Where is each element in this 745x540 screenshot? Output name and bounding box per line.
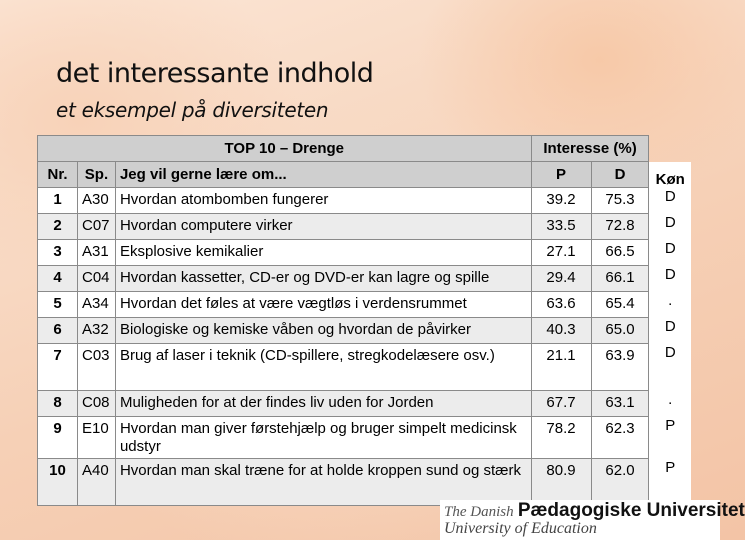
row-d: 65.4: [591, 292, 649, 318]
table-row: [38, 292, 692, 318]
row-topic: Muligheden for at der findes liv uden for Jorden: [115, 391, 531, 417]
interest-header: Interesse (%): [531, 136, 649, 162]
table-row: [38, 214, 692, 240]
row-nr: 7: [38, 344, 78, 391]
row-topic: Hvordan man giver førstehjælp og bruger simpelt medicinsk udstyr: [115, 417, 531, 459]
table-row: [38, 318, 692, 344]
row-kon: D: [649, 318, 691, 344]
row-sp: E10: [77, 417, 115, 459]
row-kon: .: [649, 292, 691, 318]
table-row: [38, 240, 692, 266]
row-p: 33.5: [531, 214, 591, 240]
table-row: [38, 417, 692, 459]
row-kon: D: [649, 214, 691, 240]
table-row: [38, 391, 692, 417]
row-nr: 1: [38, 188, 78, 214]
group-header: TOP 10 – Drenge: [38, 136, 532, 162]
row-kon: P: [649, 417, 691, 459]
row-topic: Hvordan computere virker: [115, 214, 531, 240]
row-d: 63.9: [591, 344, 649, 391]
slide-title: det interessante indhold: [56, 58, 374, 89]
row-p: 40.3: [531, 318, 591, 344]
table-row: [38, 459, 692, 506]
row-kon: D: [649, 266, 691, 292]
col-p: P: [531, 162, 591, 188]
top10-table-container: [37, 135, 691, 506]
row-d: 62.3: [591, 417, 649, 459]
row-topic: Brug af laser i teknik (CD-spillere, stregkodelæsere osv.): [115, 344, 531, 391]
row-sp: A40: [77, 459, 115, 506]
table-row: [38, 266, 692, 292]
row-kon: D: [649, 188, 691, 214]
row-sp: C03: [77, 344, 115, 391]
row-kon: D: [649, 240, 691, 266]
row-kon: .: [649, 391, 691, 417]
col-nr: Nr.: [38, 162, 78, 188]
row-p: 80.9: [531, 459, 591, 506]
row-sp: A31: [77, 240, 115, 266]
row-d: 66.5: [591, 240, 649, 266]
col-topic: Jeg vil gerne lære om...: [115, 162, 531, 188]
row-d: 63.1: [591, 391, 649, 417]
university-logo: [440, 500, 745, 540]
row-topic: Hvordan atombomben fungerer: [115, 188, 531, 214]
row-p: 67.7: [531, 391, 591, 417]
row-nr: 10: [38, 459, 78, 506]
row-sp: A34: [77, 292, 115, 318]
row-p: 27.1: [531, 240, 591, 266]
row-nr: 8: [38, 391, 78, 417]
row-p: 63.6: [531, 292, 591, 318]
table-row: [38, 344, 692, 391]
top10-table: [37, 135, 691, 506]
table-row: [38, 188, 692, 214]
row-d: 62.0: [591, 459, 649, 506]
row-kon: D: [649, 344, 691, 391]
row-topic: Hvordan kassetter, CD-er og DVD-er kan lagre og spille: [115, 266, 531, 292]
row-nr: 6: [38, 318, 78, 344]
row-p: 21.1: [531, 344, 591, 391]
row-d: 75.3: [591, 188, 649, 214]
col-d: D: [591, 162, 649, 188]
row-topic: Hvordan man skal træne for at holde kroppen sund og stærk: [115, 459, 531, 506]
row-d: 65.0: [591, 318, 649, 344]
row-nr: 9: [38, 417, 78, 459]
row-nr: 2: [38, 214, 78, 240]
row-topic: Hvordan det føles at være vægtløs i verdensrummet: [115, 292, 531, 318]
logo-english: University of Education: [444, 520, 597, 537]
row-p: 78.2: [531, 417, 591, 459]
col-sp: Sp.: [77, 162, 115, 188]
row-sp: C04: [77, 266, 115, 292]
logo-prefix: The Danish: [444, 504, 514, 520]
row-sp: A32: [77, 318, 115, 344]
row-nr: 5: [38, 292, 78, 318]
row-d: 66.1: [591, 266, 649, 292]
row-d: 72.8: [591, 214, 649, 240]
row-kon: P: [649, 459, 691, 506]
row-nr: 4: [38, 266, 78, 292]
row-p: 29.4: [531, 266, 591, 292]
row-topic: Biologiske og kemiske våben og hvordan de påvirker: [115, 318, 531, 344]
row-sp: C07: [77, 214, 115, 240]
row-p: 39.2: [531, 188, 591, 214]
col-kon: Køn: [649, 162, 691, 188]
slide-subtitle: et eksempel på diversiteten: [56, 98, 329, 122]
row-topic: Eksplosive kemikalier: [115, 240, 531, 266]
row-nr: 3: [38, 240, 78, 266]
row-sp: C08: [77, 391, 115, 417]
row-sp: A30: [77, 188, 115, 214]
logo-name: Pædagogiske Universitet: [517, 500, 745, 521]
